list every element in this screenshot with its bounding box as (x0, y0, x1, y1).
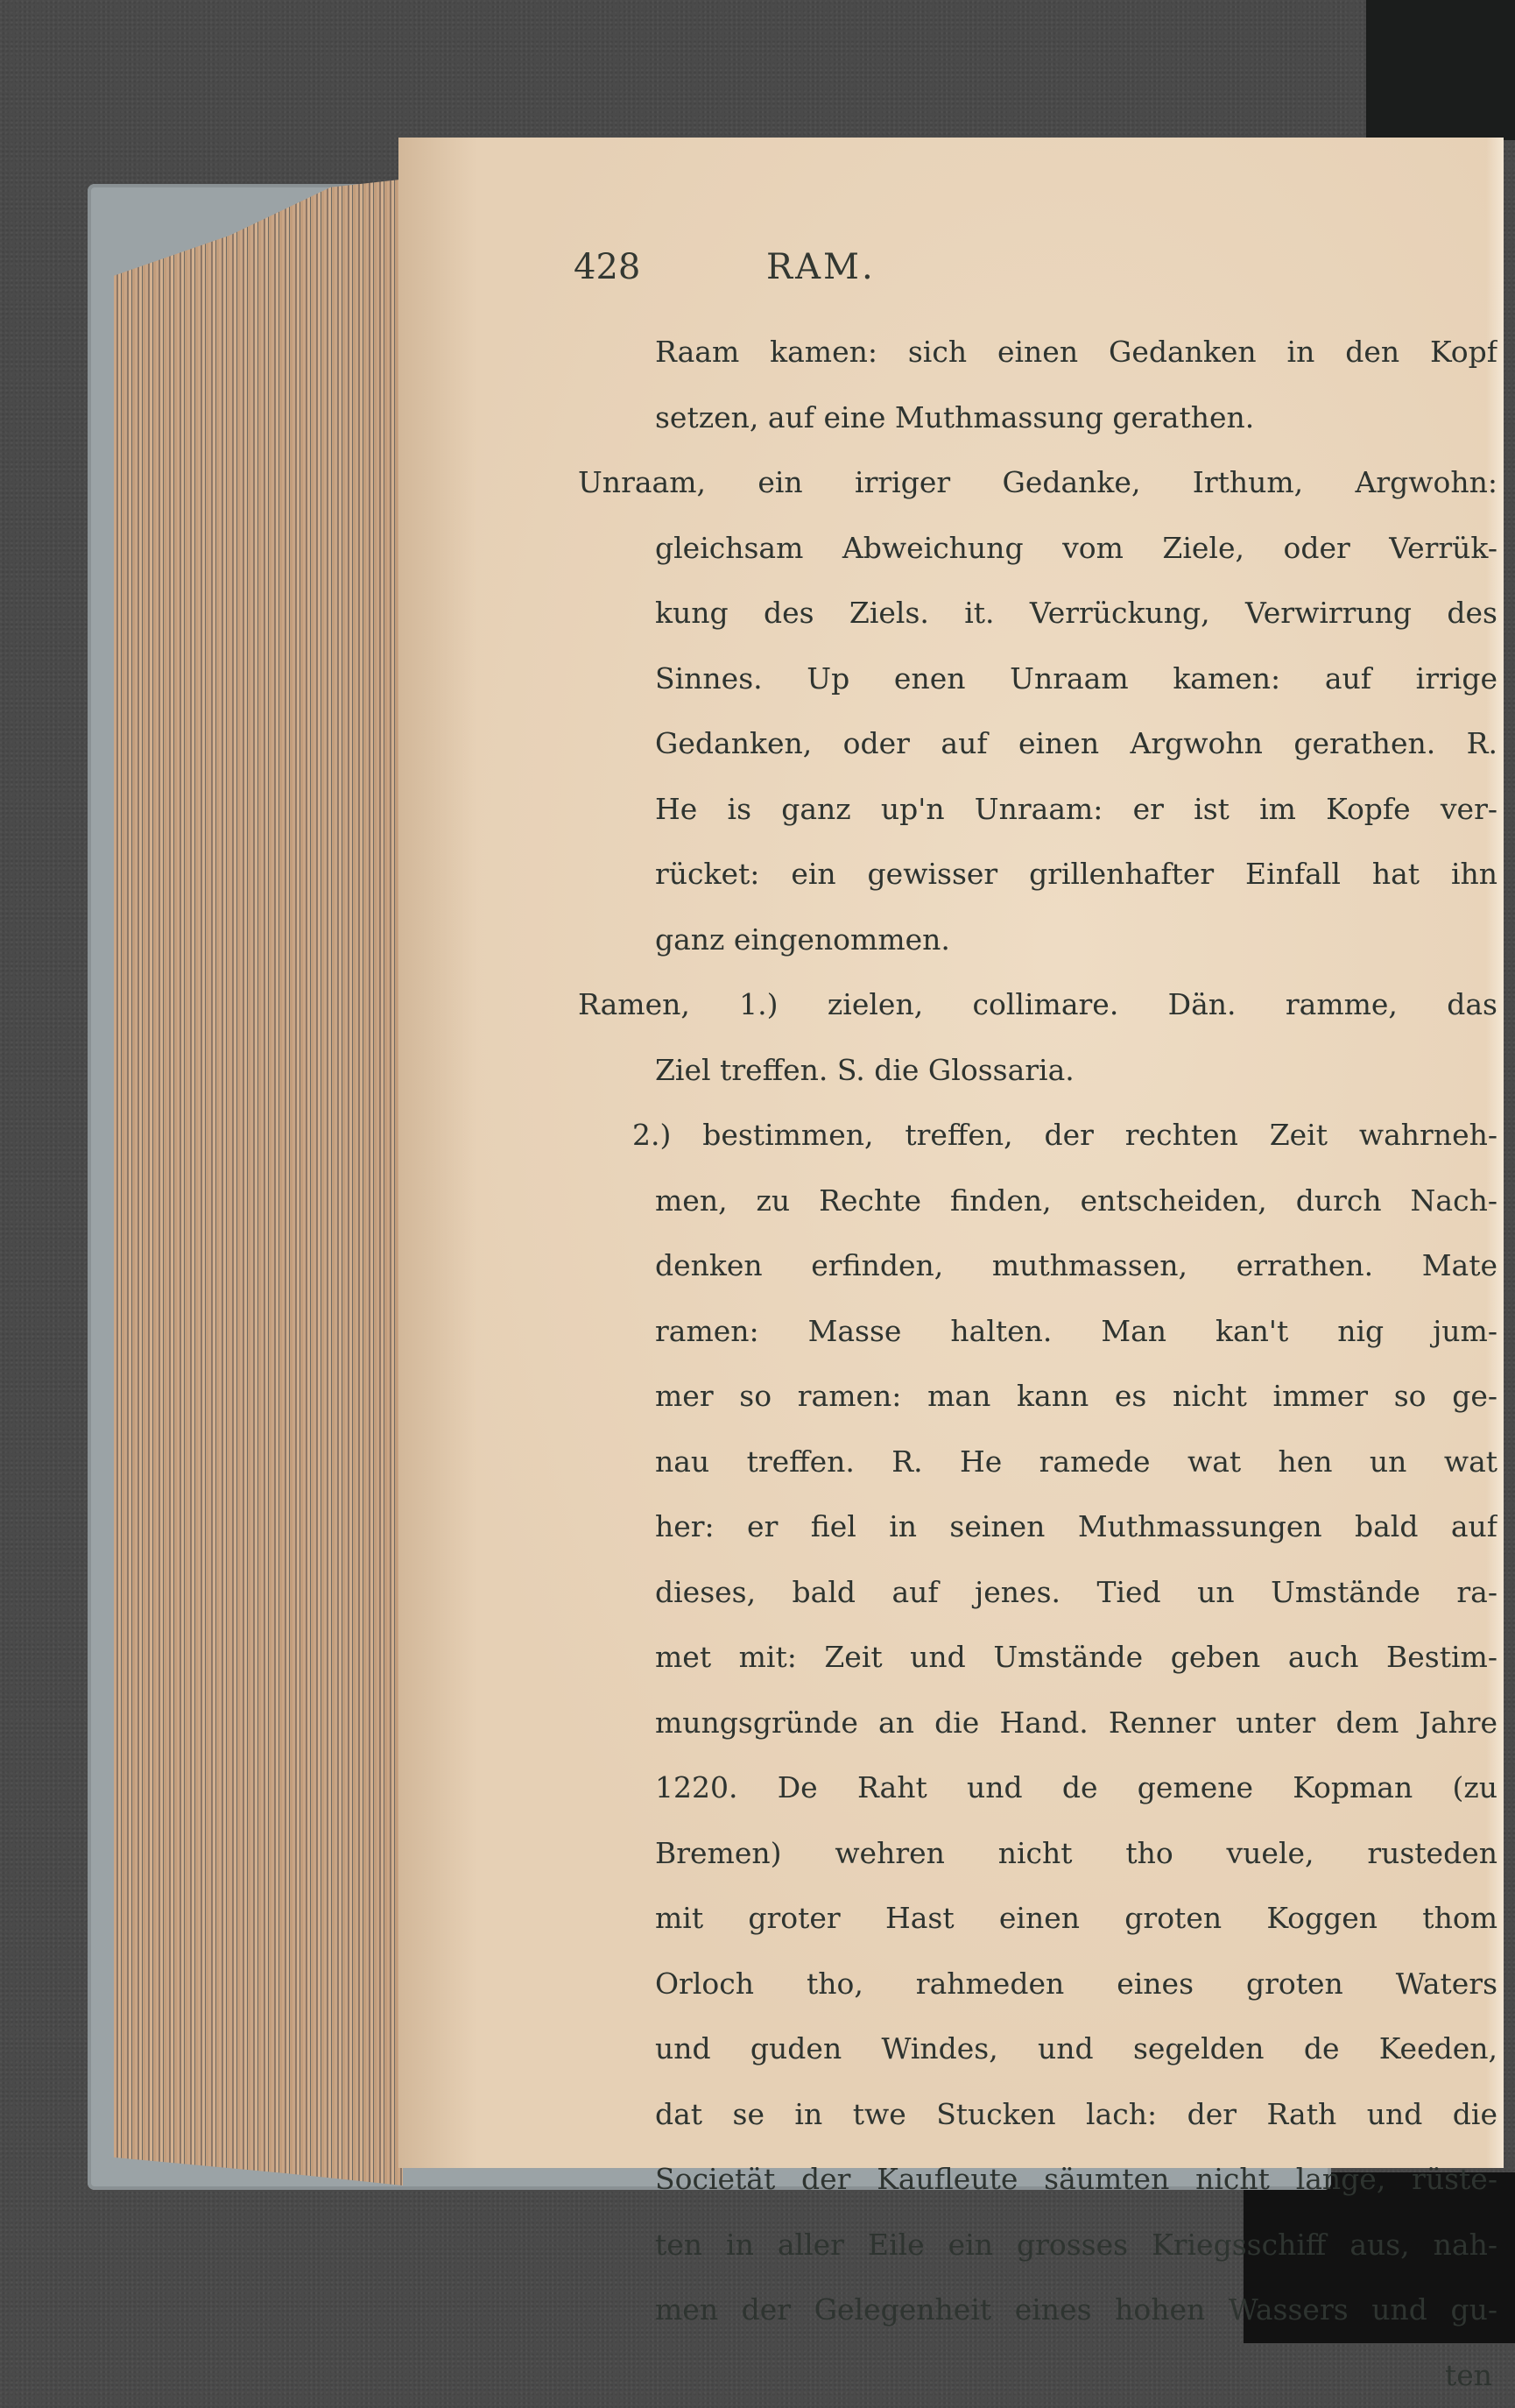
text-line: Societät der Kaufleute säumten nicht lange, rüste- (578, 2147, 1497, 2213)
entry-unraam: Unraam, ein irriger Gedanke, Irthum, Argwohn: (578, 450, 1497, 516)
dictionary-text (578, 320, 1497, 2408)
text-line: gleichsam Abweichung vom Ziele, oder Verrük- (578, 516, 1497, 582)
text-line: mer so ramen: man kann es nicht immer so ge- (578, 1364, 1497, 1430)
text-line: Bremen) wehren nicht tho vuele, rusteden (578, 1821, 1497, 1887)
text-line: nau treffen. R. He ramede wat hen un wat (578, 1430, 1497, 1495)
text-line: dat se in twe Stucken lach: der Rath und die (578, 2082, 1497, 2148)
text-line: mit groter Hast einen groten Koggen thom (578, 1886, 1497, 1952)
text-line: kung des Ziels. it. Verrückung, Verwirrung des (578, 581, 1497, 646)
text-line: setzen, auf eine Muthmassung gerathen. (578, 385, 1497, 451)
text-line: men, zu Rechte finden, entscheiden, durch Nach- (578, 1169, 1497, 1234)
text-line: Orloch tho, rahmeden eines groten Waters (578, 1952, 1497, 2017)
text-line: mungsgründe an die Hand. Renner unter dem Jahre (578, 1691, 1497, 1756)
text-line: Gedanken, oder auf einen Argwohn gerathen. R. (578, 711, 1497, 777)
text-line: denken erfinden, muthmassen, errathen. Mate (578, 1233, 1497, 1299)
text-line: her: er fiel in seinen Muthmassungen bald auf (578, 1494, 1497, 1560)
text-line: Raam kamen: sich einen Gedanken in den Kopf (578, 320, 1497, 385)
text-line: 1220. De Raht und de gemene Kopman (zu (578, 1755, 1497, 1821)
scanner-background-top (1366, 0, 1515, 140)
running-head (398, 247, 1504, 300)
text-line: He is ganz up'n Unraam: er ist im Kopfe ver- (578, 777, 1497, 843)
page-number: 428 (574, 247, 640, 287)
text-line: ganz eingenommen. (578, 907, 1497, 973)
text-line: und guden Windes, und segelden de Keeden, (578, 2016, 1497, 2082)
running-head-word: RAM. (766, 247, 876, 287)
book-page (398, 138, 1504, 2168)
text-line: dieses, bald auf jenes. Tied un Umstände ra- (578, 1560, 1497, 1626)
text-line: 2.) bestimmen, treffen, der rechten Zeit wahrneh- (578, 1103, 1497, 1169)
text-line: men der Gelegenheit eines hohen Wassers und gu- (578, 2277, 1497, 2343)
text-line: ten in aller Eile ein grosses Kriegsschiff aus, nah- (578, 2213, 1497, 2278)
text-line: met mit: Zeit und Umstände geben auch Bestim- (578, 1625, 1497, 1691)
text-line: ramen: Masse halten. Man kan't nig jum- (578, 1299, 1497, 1365)
entry-ramen: Ramen, 1.) zielen, collimare. Dän. ramme, das (578, 972, 1497, 1038)
text-line: Sinnes. Up enen Unraam kamen: auf irrige (578, 646, 1497, 712)
catchword: ten (578, 2343, 1497, 2408)
text-line: rücket: ein gewisser grillenhafter Einfall hat ihn (578, 842, 1497, 907)
text-line: Ziel treffen. S. die Glossaria. (578, 1038, 1497, 1104)
page-edges (114, 175, 403, 2186)
